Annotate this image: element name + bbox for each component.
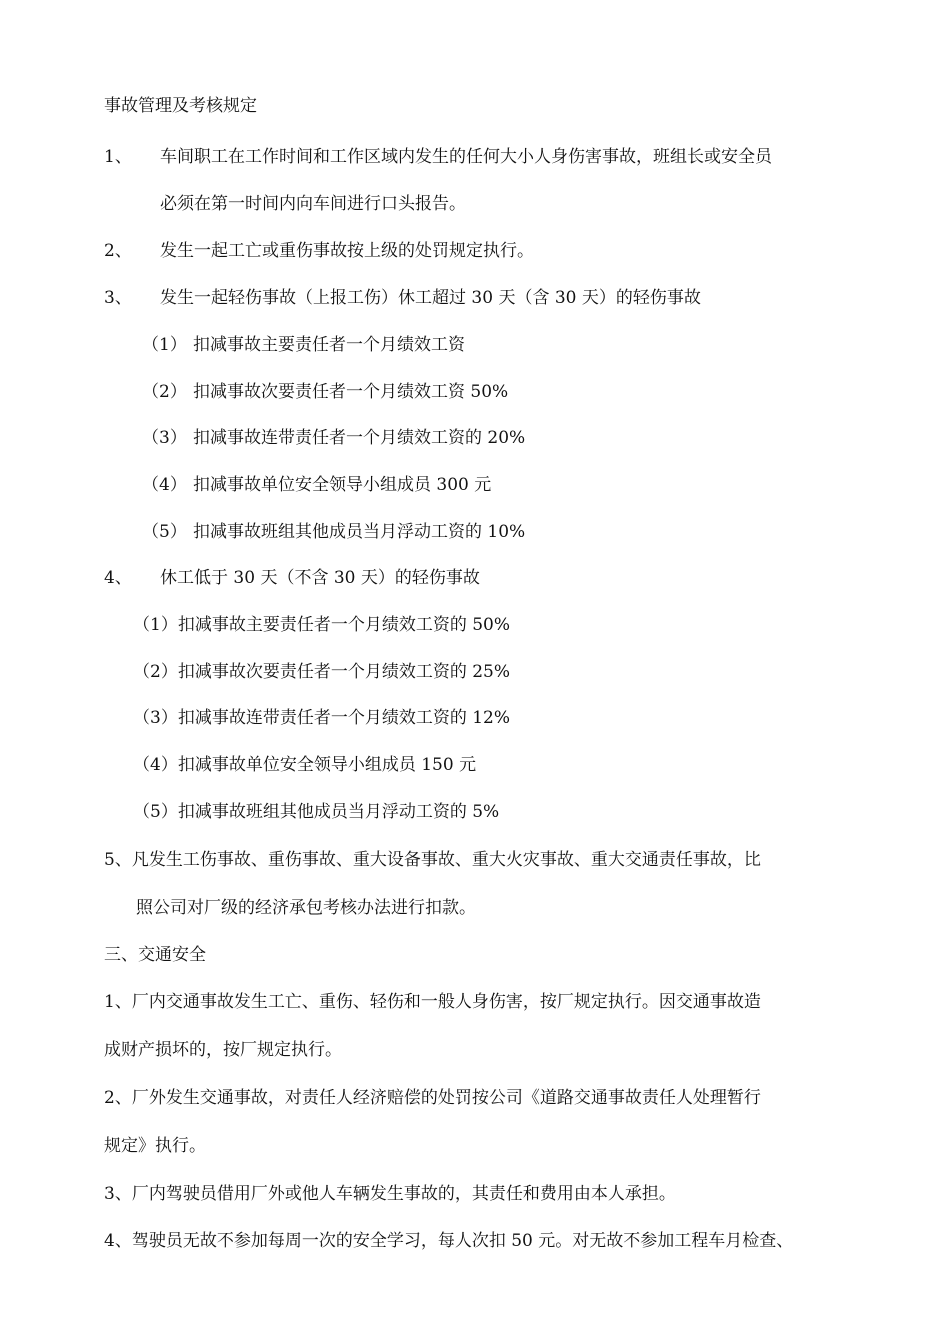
- sub-item-number: （3）: [142, 428, 187, 448]
- sub-item: （2）扣减事故次要责任者一个月绩效工资的 25%: [133, 662, 511, 682]
- traffic-item-1-line-1: 1、厂内交通事故发生工亡、重伤、轻伤和一般人身伤害，按厂规定执行。因交通事故造: [104, 992, 761, 1012]
- item-2-text: 发生一起工亡或重伤事故按上级的处罚规定执行。: [160, 241, 534, 261]
- sub-item-text: 扣减事故主要责任者一个月绩效工资: [193, 335, 465, 355]
- sub-item: （3）扣减事故连带责任者一个月绩效工资的 12%: [133, 708, 511, 728]
- item-number-2: 2、: [104, 241, 132, 261]
- sub-item: （5）扣减事故班组其他成员当月浮动工资的 5%: [133, 802, 500, 822]
- item-5-line-2: 照公司对厂级的经济承包考核办法进行扣款。: [136, 898, 476, 918]
- sub-item-text: 扣减事故班组其他成员当月浮动工资的 10%: [193, 522, 526, 542]
- item-number-4: 4、: [104, 568, 132, 588]
- traffic-item-2-line-2: 规定》执行。: [104, 1136, 206, 1156]
- sub-item-text: 扣减事故连带责任者一个月绩效工资的 20%: [193, 428, 526, 448]
- item-1-line-1: 车间职工在工作时间和工作区域内发生的任何大小人身伤害事故，班组长或安全员: [160, 147, 772, 167]
- item-number-1: 1、: [104, 147, 132, 167]
- traffic-item-2-line-1: 2、厂外发生交通事故，对责任人经济赔偿的处罚按公司《道路交通事故责任人处理暂行: [104, 1088, 761, 1108]
- sub-item: （4）扣减事故单位安全领导小组成员 150 元: [133, 755, 477, 775]
- sub-item-number: （1）: [142, 335, 187, 355]
- sub-item-text: 扣减事故单位安全领导小组成员 300 元: [193, 475, 492, 495]
- item-5-line-1: 5、凡发生工伤事故、重伤事故、重大设备事故、重大火灾事故、重大交通责任事故，比: [104, 850, 761, 870]
- sub-item-number: （4）: [142, 475, 187, 495]
- sub-item: （1）扣减事故主要责任者一个月绩效工资的 50%: [133, 615, 511, 635]
- document-title: 事故管理及考核规定: [104, 96, 257, 116]
- sub-item-number: （5）: [142, 522, 187, 542]
- traffic-item-1-line-2: 成财产损坏的，按厂规定执行。: [104, 1040, 342, 1060]
- item-3-text: 发生一起轻伤事故（上报工伤）休工超过 30 天（含 30 天）的轻伤事故: [160, 288, 701, 308]
- traffic-item-3: 3、厂内驾驶员借用厂外或他人车辆发生事故的，其责任和费用由本人承担。: [104, 1184, 676, 1204]
- traffic-item-4: 4、驾驶员无故不参加每周一次的安全学习，每人次扣 50 元。对无故不参加工程车月检查、: [104, 1231, 794, 1251]
- item-4-text: 休工低于 30 天（不含 30 天）的轻伤事故: [160, 568, 480, 588]
- item-number-3: 3、: [104, 288, 132, 308]
- item-1-line-2: 必须在第一时间内向车间进行口头报告。: [160, 194, 466, 214]
- sub-item-text: 扣减事故次要责任者一个月绩效工资 50%: [193, 382, 509, 402]
- section-heading-traffic: 三、交通安全: [104, 945, 206, 965]
- sub-item-number: （2）: [142, 382, 187, 402]
